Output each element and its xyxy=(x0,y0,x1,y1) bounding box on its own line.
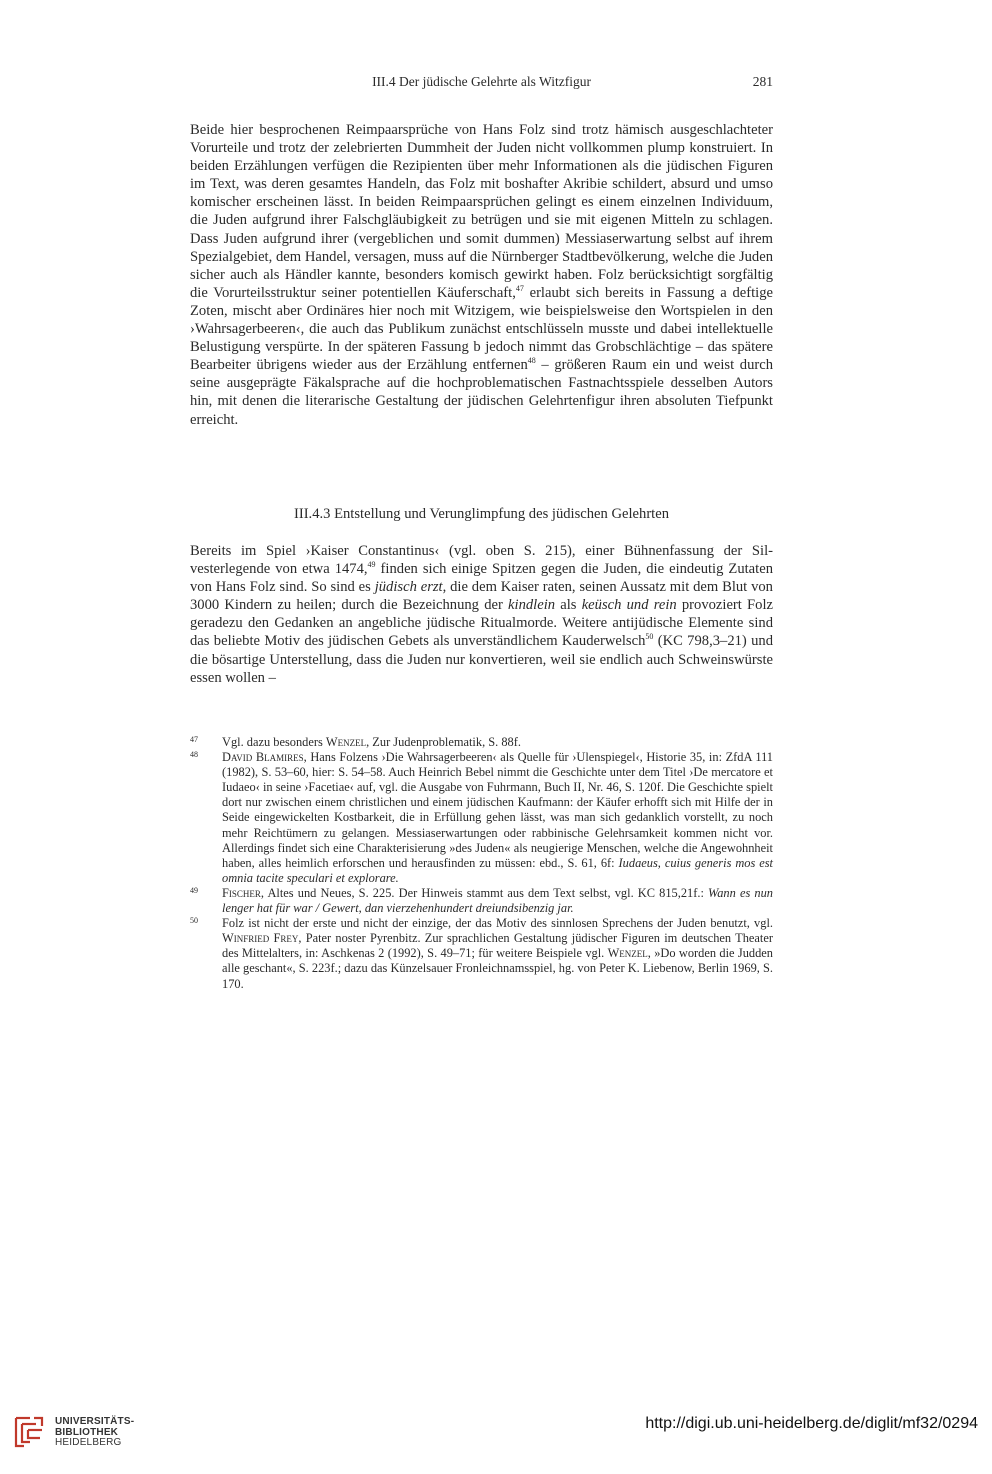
footer xyxy=(0,1406,992,1456)
footnote-ref-50[interactable]: 50 xyxy=(645,632,654,642)
paragraph-2-text-f: (KC 798,3–21) und die bösartige Unterstellung, dass die Juden nur konvertieren, weil sie endlich auch Schweinswürste essen wollen – xyxy=(190,633,773,686)
footnote-italic: Wann es nun lenger hat für war / Gewert, dan vierzehenhundert dreiundsibenzig jar. xyxy=(222,885,774,916)
library-name-line2: BIBLIOTHEK xyxy=(55,1426,119,1438)
footnote-47 xyxy=(190,735,773,750)
running-head xyxy=(190,74,773,94)
paragraph-2-text-d: als xyxy=(555,597,582,614)
library-logo-icon[interactable] xyxy=(8,1412,48,1452)
footnote-text: , Pater noster Pyrenbitz. Zur sprachlichen Gestaltung jüdischer Figuren im deutschen Theater des Mittelalters, in: Aschkenas 2 (1992), S. 49–71; für weitere Beispiele vgl. xyxy=(222,931,773,961)
source-url[interactable]: http://digi.ub.uni-heidelberg.de/diglit/mf32/0294 xyxy=(645,1415,978,1432)
page-number: 281 xyxy=(752,74,773,89)
italic-phrase: jüdisch erzt xyxy=(374,579,443,596)
paragraph-1 xyxy=(190,121,773,429)
running-title: III.4 Der jüdische Gelehrte als Witzfigur xyxy=(372,74,591,89)
library-name xyxy=(55,1417,134,1449)
footnote-ref-49[interactable]: 49 xyxy=(367,560,376,570)
paragraph-2-text-a: Bereits im Spiel ›Kaiser Constantinus‹ (vgl. oben S. 215), einer Bühnenfassung der Silvesterlegende von etwa 1474, xyxy=(190,543,773,578)
paragraph-2-text-e: provoziert Folz geradezu den Gedanken an angebliche jüdische Ritualmorde. Weitere antijüdische Elemente sind das beliebte Motiv des jüdischen Gebets als unverständlichem Kauderwelsch xyxy=(190,597,774,650)
section-heading: III.4.3 Entstellung und Verunglimpfung des jüdischen Gelehrten xyxy=(293,506,670,522)
footnote-50 xyxy=(190,916,773,991)
footnote-text: , Hans Folzens ›Die Wahrsagerbeeren‹ als Quelle für ›Ulenspiegel‹, Historie 35, in: ZfdA 111 (1982), S. 53–60, hier: S. 54–58. Auch Heinrich Bebel nimmt die Geschichte unter dem Titel ›De mercatore et Iudaeo‹ in seine ›Facetiae‹ auf, vgl. die Ausgabe von Fuhrmann, Buch II, Nr. 46, S. 120f. Die Geschichte spielt dort nur zwischen einem christlichen und einem jüdischen Kaufmann: der Käufer erhofft sich mit Hilfe der in Seide eingewickelten Kostbarkeit, die in Erfüllung gehen lässt, was man sich gedanklich vorstellt, zu noch mehr Reichtümern zu gelangen. Messiaserwartungen oder rabbinische Gelehrsamkeit kommen nicht vor. Allerdings findet sich eine Charakterisierung »des Juden« als neugierige Menschen, welche die Angewohnheit haben, alles heimlich erforschen und herausfinden zu müssen: ebd., S. 61, 6f: xyxy=(222,750,773,870)
paragraph-2 xyxy=(190,542,773,687)
footnote-text: Folz ist nicht der erste und nicht der einzige, der das Motiv des sinnlosen Sprechens der Juden benutzt, vgl. xyxy=(222,916,773,931)
footnote-text: , »Do worden die Judden alle geschant«, S. 223f.; dazu das Künzelsauer Fronleichnamsspiel, hg. von Peter K. Liebenow, Berlin 1969, S. 170. xyxy=(222,946,773,991)
paragraph-1-text-c: – größeren Raum ein und weist durch seine ausgeprägte Fäkalsprache auf die hochproblematischen Fastnachtsspiele desselben Autors hin, mit denen die literarische Gestaltung der jüdischen Gelehrtenfigur ihren absoluten Tiefpunkt erreicht. xyxy=(190,357,774,428)
footnote-48 xyxy=(190,750,773,886)
italic-phrase: keüsch und rein xyxy=(581,597,677,614)
footnote-author: Winfried Frey xyxy=(222,931,299,946)
footnote-ref-47[interactable]: 47 xyxy=(515,283,524,293)
footnote-author: David Blamires xyxy=(222,750,304,765)
footnote-number: 49 xyxy=(190,885,198,895)
paragraph-1-text-a: Beide hier besprochenen Reimpaarsprüche von Hans Folz sind trotz hämisch ausgeschlachteter Vorurteile und trotz der zelebrierten Dummheit der Juden nicht vollkommen plump konstruiert. In beiden Erzählungen verfügen die Rezipienten über mehr Informationen als die jüdischen Figuren im Text, was deren gesamtes Handeln, das Folz mit boshafter Akribie schildert, absurd und umso komischer erscheinen lässt. In beiden Reimpaarsprüchen gelingt es einem einzelnen Individuum, die Juden aufgrund ihrer Falschgläubigkeit zu betrügen und sie mit eigenen Mitteln zu schlagen. Dass Juden aufgrund ihrer (vergeblichen und somit dummen) Messiaserwartung selbst auf ihrem Spezialgebiet, dem Handel, versagen, muss auf die Nürnberger Stadtbevölkerung, welche die Juden sicher auch als Händler kannte, besonders komisch gewirkt haben. Folz berücksichtigt sorgfältig die Vorurteilsstruktur seiner potentiellen Käuferschaft, xyxy=(190,122,773,301)
footnote-number: 47 xyxy=(190,735,198,744)
paragraph-1-text-b: erlaubt sich bereits in Fassung a deftige Zoten, mischt aber Ordinäres hier noch mit Witzigem, wie beispielsweise den Wortspielen in den ›Wahrsagerbeeren‹, die auch das Publikum zunächst entschlüsseln musste und dabei intellektuelle Belustigung verspürte. In der späteren Fassung b jedoch nimmt das Grobschlächtige – das spätere Bearbeiter übrigens wieder aus der Erzählung entfernen xyxy=(190,284,774,374)
footnote-text: , Zur Judenproblematik, S. 88f. xyxy=(366,735,521,749)
library-name-line1: UNIVERSITÄTS- xyxy=(55,1416,135,1427)
footnote-italic: Iudaeus, cuius generis mos est omnia tacite speculari et explorare. xyxy=(222,855,773,885)
footnote-ref-48[interactable]: 48 xyxy=(527,356,536,366)
footnote-49 xyxy=(190,886,773,916)
footnote-author: Fischer xyxy=(222,885,261,900)
footnote-text: , Altes und Neues, S. 225. Der Hinweis stammt aus dem Text selbst, vgl. KC 815,21f.: xyxy=(260,885,709,900)
footnote-text: Vgl. dazu besonders xyxy=(222,735,326,749)
footnotes xyxy=(190,735,773,992)
paragraph-2-text-c: , die dem Kaiser raten, seinen Aussatz mit dem Blut von 3000 Kindern zu heilen; durch die Bezeichnung der xyxy=(190,579,773,614)
footnote-author: Wenzel xyxy=(607,946,648,961)
italic-phrase: kindlein xyxy=(508,597,556,614)
footnote-number: 48 xyxy=(190,750,198,760)
paragraph-2-text-b: finden sich einige Spitzen gegen die Juden, die eindeutig Zutaten von Hans Folz sind. So sind es xyxy=(190,561,773,596)
footnote-author: Wenzel xyxy=(325,735,367,749)
library-name-line3: HEIDELBERG xyxy=(55,1437,122,1448)
footnote-number: 50 xyxy=(190,916,198,926)
